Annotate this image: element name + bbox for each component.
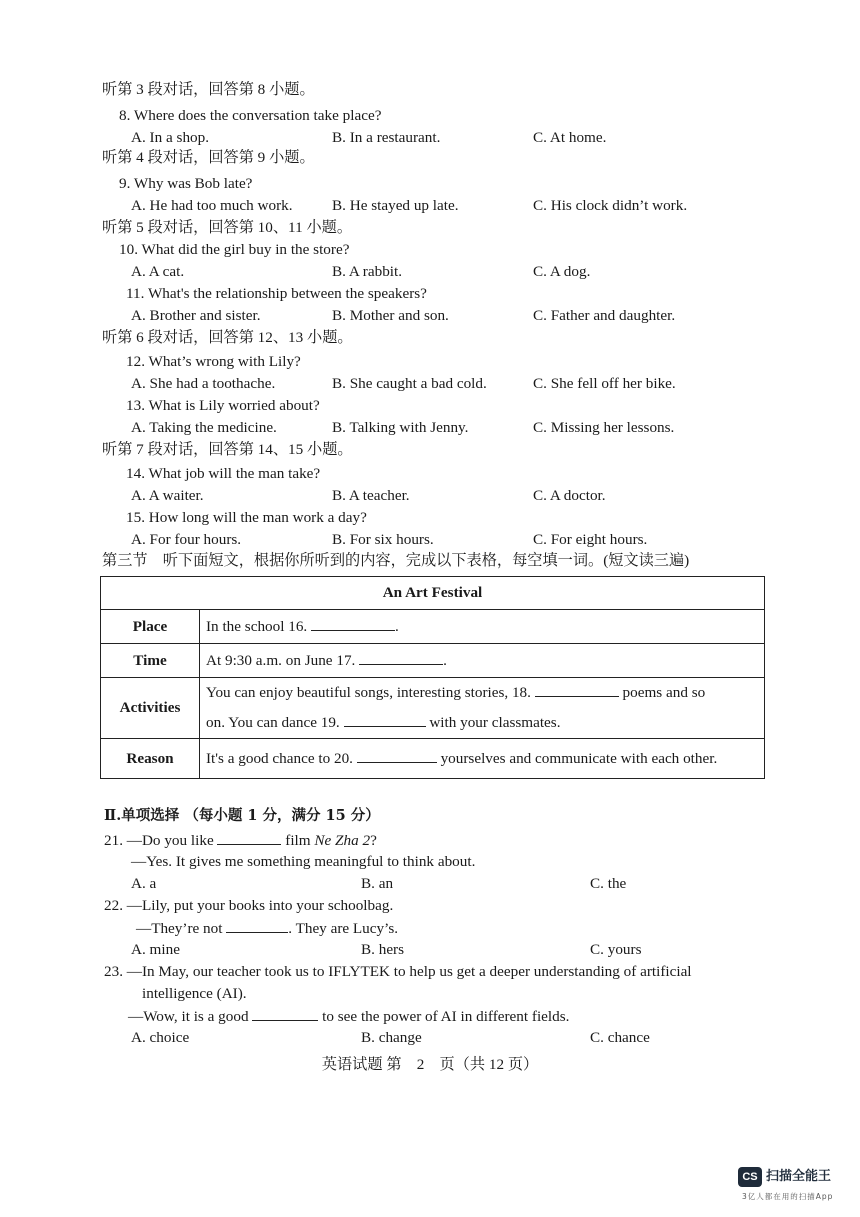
place-period: .: [395, 617, 399, 635]
q21-option-b: B. an: [361, 875, 394, 892]
blank-19[interactable]: [344, 712, 426, 727]
q10-option-c: C. A dog.: [533, 263, 591, 280]
q8-option-c: C. At home.: [533, 129, 607, 146]
q23-option-c: C. chance: [590, 1029, 650, 1046]
q12-option-c: C. She fell off her bike.: [533, 375, 676, 392]
place-text: In the school 16.: [206, 617, 308, 635]
place-label: Place: [101, 610, 200, 644]
q13-option-a: A. Taking the medicine.: [131, 419, 277, 436]
q11-option-a: A. Brother and sister.: [131, 307, 261, 324]
question-9: 9. Why was Bob late?: [119, 175, 253, 192]
time-period: .: [443, 651, 447, 669]
activities-line1: You can enjoy beautiful songs, interesting stories, 18.: [206, 684, 531, 701]
watermark-name: 扫描全能王: [766, 1169, 832, 1184]
question-14: 14. What job will the man take?: [126, 465, 321, 482]
camscanner-logo-icon: CS: [738, 1167, 762, 1187]
question-15: 15. How long will the man work a day?: [126, 509, 367, 526]
question-22: 22. —Lily, put your books into your schoolbag.: [104, 897, 394, 914]
question-11: 11. What's the relationship between the speakers?: [126, 285, 427, 302]
q22-option-b: B. hers: [361, 941, 405, 958]
q15-option-a: A. For four hours.: [131, 531, 242, 548]
q23-text: —Wow, it is a good: [128, 1008, 249, 1025]
question-8: 8. Where does the conversation take place?: [119, 107, 382, 124]
q8-option-a: A. In a shop.: [131, 129, 210, 146]
reason-text: It's a good chance to 20.: [206, 749, 353, 767]
q11-option-c: C. Father and daughter.: [533, 307, 676, 324]
question-13: 13. What is Lily worried about?: [126, 397, 320, 414]
blank-18[interactable]: [535, 682, 619, 697]
q12-option-b: B. She caught a bad cold.: [332, 375, 487, 392]
time-text: At 9:30 a.m. on June 17.: [206, 651, 356, 669]
section-heading-7: 听第 7 段对话，回答第 14、15 小题。: [102, 441, 353, 458]
watermark-tagline: 3亿人都在用的扫描App: [742, 1192, 834, 1201]
q23-reply: [128, 1006, 569, 1027]
q22-reply: [136, 918, 398, 939]
q23-text-end: to see the power of AI in different fields.: [322, 1008, 570, 1025]
question-23: 23. —In May, our teacher took us to IFLYTEK to help us get a deeper understanding of artificial: [104, 963, 692, 980]
q22-text-end: . They are Lucy’s.: [288, 920, 399, 937]
q11-option-b: B. Mother and son.: [332, 307, 449, 324]
q21-reply: —Yes. It gives me something meaningful to think about.: [131, 853, 476, 870]
q14-option-b: B. A teacher.: [332, 487, 410, 504]
q22-option-a: A. mine: [131, 941, 180, 958]
q10-option-a: A. A cat.: [131, 263, 185, 280]
q21-film: film: [285, 832, 311, 849]
blank-20[interactable]: [357, 748, 437, 763]
reason-cell: [200, 739, 765, 779]
q13-option-c: C. Missing her lessons.: [533, 419, 675, 436]
section-heading-3: 听第 3 段对话，回答第 8 小题。: [102, 81, 315, 98]
q10-option-b: B. A rabbit.: [332, 263, 403, 280]
time-label: Time: [101, 644, 200, 678]
page-footer: 英语试题 第 2 页（共 12 页）: [321, 1056, 539, 1073]
q23-line2: intelligence (AI).: [142, 985, 247, 1002]
q23-option-b: B. change: [361, 1029, 422, 1046]
question-21: [104, 830, 377, 851]
blank-17[interactable]: [359, 650, 443, 665]
q21-question-mark: ?: [370, 832, 377, 849]
q22-option-c: C. yours: [590, 941, 642, 958]
question-12: 12. What’s wrong with Lily?: [126, 353, 301, 370]
activities-line2-end: with your classmates.: [429, 714, 561, 731]
section-heading-4: 听第 4 段对话，回答第 9 小题。: [102, 149, 315, 166]
q14-option-c: C. A doctor.: [533, 487, 606, 504]
q12-option-a: A. She had a toothache.: [131, 375, 276, 392]
activities-cell: [200, 678, 765, 739]
q8-option-b: B. In a restaurant.: [332, 129, 441, 146]
blank-21[interactable]: [217, 830, 281, 845]
art-festival-table: [100, 576, 765, 779]
part-3-instructions: 第三节 听下面短文，根据你所听到的内容，完成以下表格，每空填一词。(短文读三遍): [102, 552, 690, 569]
q21-option-c: C. the: [590, 875, 627, 892]
q23-option-a: A. choice: [131, 1029, 190, 1046]
activities-line2: on. You can dance 19.: [206, 714, 340, 731]
question-10: 10. What did the girl buy in the store?: [119, 241, 350, 258]
q21-film-title: Ne Zha 2: [314, 832, 371, 849]
part-2-heading: Ⅱ.单项选择 （每小题 1 分，满分 15 分）: [104, 807, 380, 824]
section-heading-5: 听第 5 段对话，回答第 10、11 小题。: [102, 219, 353, 236]
q21-text: 21. —Do you like: [104, 832, 214, 849]
activities-line1-end: poems and so: [622, 684, 706, 701]
q15-option-b: B. For six hours.: [332, 531, 434, 548]
blank-16[interactable]: [311, 616, 395, 631]
reason-label: Reason: [101, 739, 200, 779]
blank-23[interactable]: [252, 1006, 318, 1021]
q9-option-a: A. He had too much work.: [131, 197, 293, 214]
blank-22[interactable]: [226, 918, 288, 933]
section-heading-6: 听第 6 段对话，回答第 12、13 小题。: [102, 329, 353, 346]
time-cell: [200, 644, 765, 678]
q9-option-b: B. He stayed up late.: [332, 197, 459, 214]
q21-option-a: A. a: [131, 875, 157, 892]
reason-text-end: yourselves and communicate with each other.: [440, 749, 718, 767]
q9-option-c: C. His clock didn’t work.: [533, 197, 688, 214]
q22-text: —They’re not: [136, 920, 223, 937]
q13-option-b: B. Talking with Jenny.: [332, 419, 469, 436]
activities-label: Activities: [101, 678, 200, 739]
table-title: An Art Festival: [101, 577, 765, 610]
place-cell: [200, 610, 765, 644]
q14-option-a: A. A waiter.: [131, 487, 204, 504]
q15-option-c: C. For eight hours.: [533, 531, 648, 548]
